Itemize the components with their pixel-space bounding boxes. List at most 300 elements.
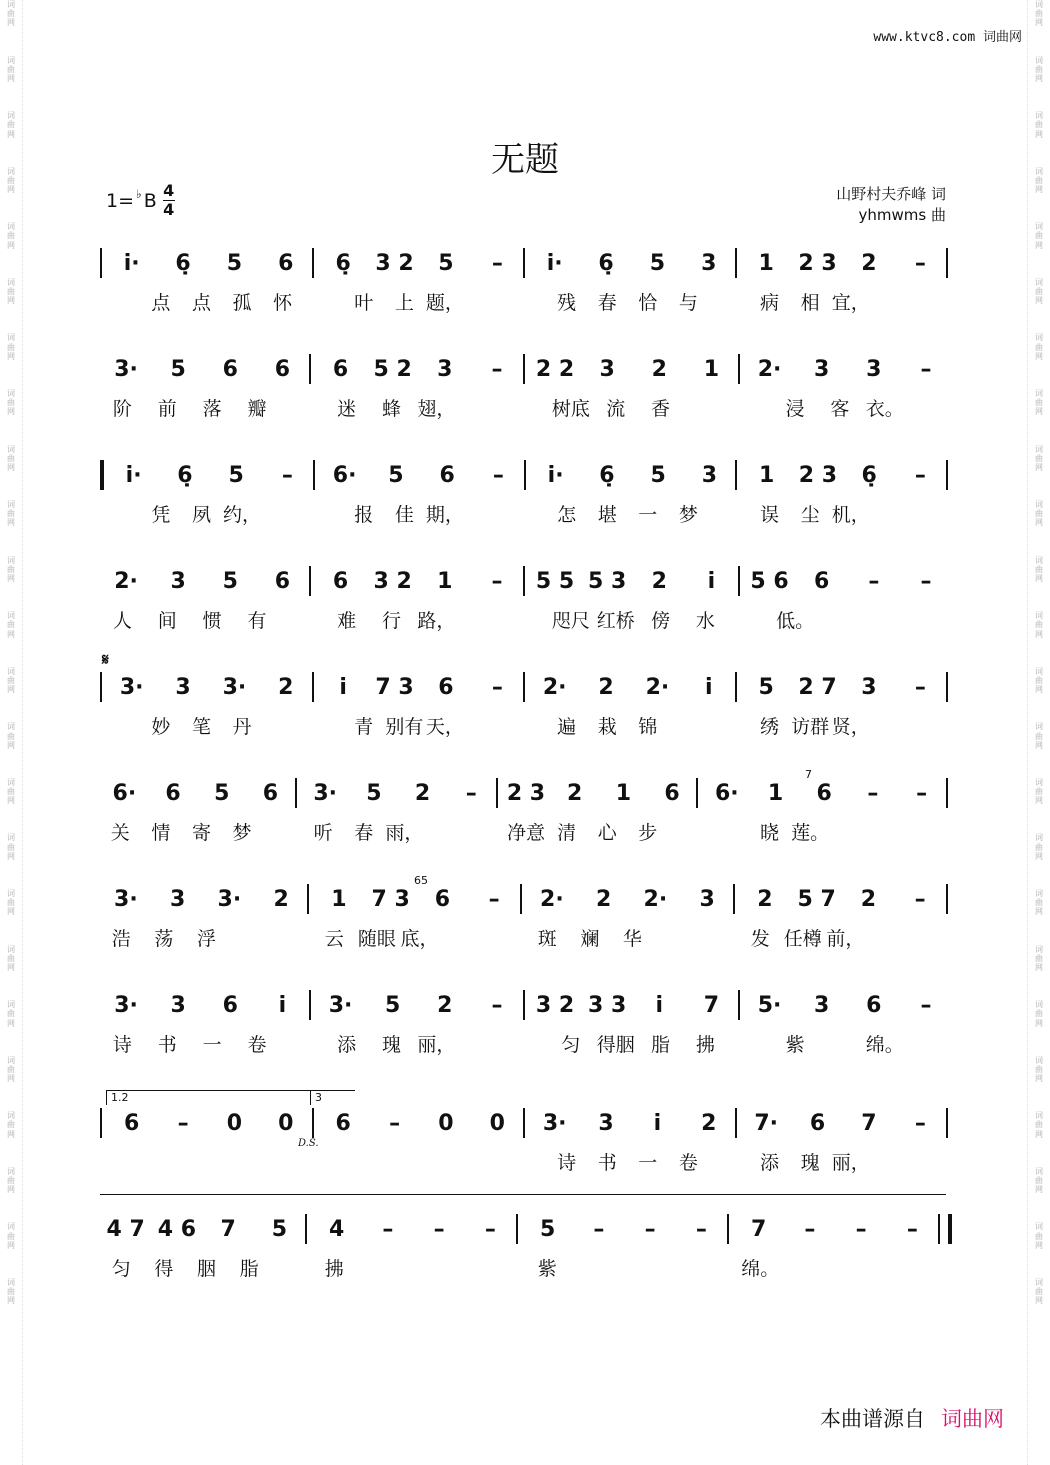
watermark-char: 词 [1035,277,1043,287]
note: 2 [595,886,612,912]
lyric: 添 [337,1034,357,1056]
lyric [871,288,912,315]
watermark-char: 曲 [7,953,15,963]
note: 6 [222,992,238,1018]
watermark-char: 网 [7,1240,15,1250]
left-watermark-strip [0,0,23,1465]
watermark-char: 曲 [7,1176,15,1185]
watermark-char: 词 [7,166,15,176]
watermark-char: 曲 [1035,620,1043,630]
note: i [278,992,287,1018]
note: – [488,886,500,912]
note: i [339,674,347,700]
note: 5 7 [797,886,836,912]
lyric: 惯 [202,610,222,632]
watermark-char: 曲 [1035,787,1043,797]
watermark-char: 网 [1035,1185,1043,1195]
lyric [441,1254,484,1281]
watermark-char: 网 [1035,296,1043,306]
watermark-char: 词 [7,1111,15,1121]
watermark-char: 网 [7,296,15,306]
lyric: 紫 [785,1034,805,1056]
note: 3 2 [535,992,575,1018]
notes-row [100,1212,952,1246]
lyric [912,288,953,315]
note: 3· [119,674,144,700]
barline [100,460,108,490]
lyric [907,606,952,633]
watermark-char: 曲 [1035,1064,1043,1074]
lyric [504,1030,549,1057]
note: 3 [699,886,715,912]
note: 6 [816,780,832,806]
lyric: 书 [597,1152,617,1174]
site-name: 词曲网 [982,30,1022,45]
watermark-char: 词 [7,889,15,898]
note: 7 3 [371,886,410,912]
lyric: 诗 [557,1152,577,1174]
lyric [654,924,697,951]
note: 6̣ [599,462,615,488]
lyric [862,606,907,633]
note: 6 [664,780,680,806]
score-system [100,882,952,952]
lyric: 误 [760,504,780,526]
barline [946,778,952,808]
lyric [907,1030,952,1057]
time-bottom: 4 [163,200,175,219]
lyric: 夙 [191,504,211,526]
note: i [653,1110,662,1136]
note: 3· [313,780,337,806]
note: 6 [165,780,181,806]
lyric [912,500,953,527]
lyric: 题， [425,292,464,314]
note: i [705,674,713,700]
note: – [867,780,879,806]
note: 6 [124,1110,140,1136]
note: 6· [112,780,137,806]
footer [820,1403,1004,1433]
note: 5 [170,356,186,382]
lyric: 心 [597,822,617,844]
barline [946,884,952,914]
lyric: 华 [622,928,642,950]
note: 6̣ [175,250,191,276]
lyric [782,1254,825,1281]
lyric [483,1254,526,1281]
watermark-char: 曲 [1035,675,1043,685]
note: – [914,886,926,912]
right-watermark-strip [1027,0,1050,1465]
watermark-char: 曲 [1035,120,1043,130]
watermark-char: 网 [7,73,15,83]
lyric: 病 [760,292,780,314]
note: 3 [169,886,186,912]
lyric: 贤， [831,716,870,738]
note: 7 [861,1110,877,1136]
lyric: 咫尺 [551,610,590,632]
note: 5 [214,780,230,806]
score-system [100,670,952,740]
lyric: 别有 [385,716,424,738]
note: 3 [437,356,453,382]
score-system [100,458,952,528]
watermark-char: 网 [1035,1296,1043,1306]
lyric: 尘 [800,504,820,526]
note: i [707,568,716,594]
lyric [728,394,773,421]
lyric [611,1254,654,1281]
lyrics-row [100,394,952,421]
watermark-char: 网 [1035,518,1043,528]
lyric: 凭 [151,504,171,526]
note: 5 [228,462,244,488]
watermark-char: 网 [7,351,15,361]
lyric [100,712,141,739]
note: – [644,1216,656,1242]
lyric: 傍 [651,610,671,632]
watermark-char: 网 [7,18,15,28]
lyric: 机， [831,504,870,526]
lyric [506,1148,547,1175]
note: 2 3 [798,250,837,276]
lyric: 流 [606,398,626,420]
note: 3· [114,356,138,382]
watermark-char: 词 [7,1222,15,1232]
notes-row [100,776,952,810]
watermark-char: 曲 [7,1009,15,1019]
watermark-char: 词 [1035,777,1043,787]
lyric: 阶 [112,398,132,420]
lyrics-row [100,818,952,845]
note: – [914,462,926,488]
lyric [909,1254,952,1281]
watermark-char: 曲 [7,1120,15,1130]
lyric: 低。 [776,610,815,632]
note: 2 [567,780,583,806]
watermark-char: 词 [7,388,15,398]
lyric: 听 [313,822,333,844]
note: – [914,250,926,276]
lyric [483,924,526,951]
note: – [695,1216,707,1242]
watermark-char: 词 [1035,444,1043,454]
watermark-char: 曲 [7,842,15,852]
watermark-char: 曲 [1035,842,1043,852]
score-system [100,246,952,316]
lyric: 卷 [678,1152,698,1174]
lyrics-row [100,712,952,739]
watermark-char: 网 [7,1074,15,1084]
lyric [279,1030,324,1057]
lyric: 遍 [557,716,577,738]
watermark-char: 网 [1035,1018,1043,1028]
lyric [441,924,484,951]
note: 3 [170,992,186,1018]
note: 5 5 [535,568,575,594]
note: 6̣ [177,462,193,488]
note: – [177,1110,189,1136]
lyric [465,712,506,739]
note: 6 [262,780,279,806]
lyric [262,818,303,845]
lyric [668,818,709,845]
watermark-char: 曲 [1035,898,1043,908]
note: 7· [754,1110,779,1136]
watermark-char: 词 [7,1000,15,1010]
lyric: 绵。 [741,1258,780,1280]
watermark-char: 曲 [1035,398,1043,408]
note: 6 [438,674,454,700]
note: 3 [599,356,615,382]
watermark-char: 网 [7,1185,15,1195]
note: 0 [438,1110,454,1136]
watermark-char: 词 [1035,555,1043,565]
note: 2· [540,886,564,912]
lyric [871,1148,912,1175]
lyric [912,1148,953,1175]
lyric [912,712,953,739]
note: 2 [757,886,773,912]
lyric [303,288,344,315]
note: 5 2 [373,356,412,382]
lyric [709,712,750,739]
lyric: 清 [557,822,577,844]
lyric [356,1254,399,1281]
note: – [593,1216,605,1242]
watermark-char: 词 [7,277,15,287]
watermark-char: 词 [1035,55,1043,65]
lyric: 水 [695,610,715,632]
note: 6 [274,568,291,594]
watermark-char: 网 [7,574,15,583]
lyric: 瓣 [247,398,267,420]
watermark-char: 曲 [1035,64,1043,74]
key-note: B [143,189,157,212]
note: – [389,1110,401,1136]
note: 1 [767,780,784,806]
lyric [912,818,953,845]
note: 5· [757,992,782,1018]
lyric: 落 [202,398,222,420]
lyric: 卷 [247,1034,267,1056]
watermark-char: 网 [7,1296,15,1306]
watermark-char: 曲 [7,9,15,19]
note: 6· [714,780,739,806]
lyric: 宜， [831,292,870,314]
note: 1 [615,780,632,806]
lyric: 有 [247,610,267,632]
watermark-char: 网 [7,407,15,417]
watermark-char: 网 [1035,740,1043,750]
note: 1 [758,462,775,488]
note: 6· [332,462,357,488]
note: i· [123,250,140,276]
watermark-char: 曲 [1035,231,1043,241]
watermark-char: 词 [7,444,15,454]
note: – [492,462,504,488]
watermark-char: 曲 [1035,342,1043,352]
lyric [425,818,466,845]
lyric [465,500,506,527]
watermark-char: 词 [1035,1222,1043,1232]
lyric [907,394,952,421]
lyric: 春 [354,822,374,844]
note: – [804,1216,816,1242]
note: i· [125,462,142,488]
note: i· [546,250,563,276]
lyric [696,1254,739,1281]
watermark-char: 网 [7,629,15,639]
note: 3· [217,886,242,912]
lyric: 迷 [337,398,357,420]
note: 7 3 [375,674,414,700]
lyric [459,606,504,633]
lyric: 笔 [191,716,211,738]
note: 2 [861,250,877,276]
note: – [914,1110,926,1136]
watermark-char: 词 [1035,944,1043,954]
note: 2 [598,674,614,700]
note: 0 [278,1110,294,1136]
lyric [459,394,504,421]
watermark-char: 网 [7,1018,15,1028]
lyric: 脂 [651,1034,671,1056]
lyric [100,1148,141,1175]
note: 2· [643,886,668,912]
note: 5 [222,568,238,594]
watermark-char: 词 [7,0,15,9]
score-system [100,1106,952,1176]
note: 5 [649,250,666,276]
note: 3· [328,992,353,1018]
watermark-char: 网 [7,518,15,528]
watermark-char: 词 [1035,1111,1043,1121]
lyrics-row [100,1030,952,1057]
lyric [696,924,739,951]
note: 5 [366,780,382,806]
lyricist: 山野村夫乔峰 词 [836,185,946,203]
lyric [465,288,506,315]
lyric: 青 [354,716,374,738]
notes-row [100,458,952,492]
watermark-char: 曲 [1035,287,1043,296]
lyric: 书 [157,1034,177,1056]
lyric: 一 [202,1034,222,1056]
lyrics-row [100,924,952,951]
watermark-char: 网 [1035,240,1043,250]
note: – [382,1216,394,1242]
note: 2 7 [798,674,837,700]
lyric: 丽， [831,1152,870,1174]
lyric: 春 [597,292,617,314]
note: 5 [650,462,666,488]
watermark-char: 曲 [7,453,15,463]
footer-text: 本曲谱源自 [820,1407,925,1431]
notes-row [100,882,952,916]
watermark-char: 曲 [7,287,15,296]
lyric: 与 [678,292,698,314]
watermark-char: 曲 [1035,953,1043,963]
watermark-char: 词 [1035,833,1043,843]
watermark-char: 网 [7,240,15,250]
lyric: 梦 [678,504,698,526]
lyric: 叶 [354,292,374,314]
note: 2· [645,674,670,700]
lyric [459,1030,504,1057]
lyric: 任樽 [783,928,822,950]
watermark-char: 词 [1035,166,1043,176]
watermark-char: 词 [1035,388,1043,398]
lyric: 添 [760,1152,780,1174]
note: 6 [439,462,455,488]
lyric: 妙 [151,716,171,738]
note: 6 [274,356,291,382]
watermark-char: 曲 [7,175,15,185]
lyric [465,818,506,845]
watermark-char: 网 [7,1129,15,1139]
watermark-char: 词 [7,1277,15,1287]
lyric [909,924,952,951]
lyric [279,606,324,633]
note: – [465,780,477,806]
lyric: 约， [223,504,262,526]
lyric: 梦 [232,822,252,844]
note: 3· [222,674,247,700]
lyric: 斓 [580,928,600,950]
note: – [868,568,880,594]
score-system [100,1212,952,1282]
lyric: 底， [400,928,439,950]
watermark-char: 曲 [7,564,15,574]
volta-first-ending: 1.2 [106,1090,311,1105]
note: 2· [542,674,567,700]
lyric: 步 [638,822,658,844]
watermark-char: 网 [1035,185,1043,195]
lyric: 堪 [597,504,617,526]
watermark-char: 曲 [7,64,15,74]
ds-mark: D.S. [298,1138,319,1149]
note: 3 [814,992,830,1018]
lyric: 得 [154,1258,174,1280]
lyric: 净意 [507,822,546,844]
lyric: 匀 [561,1034,581,1056]
watermark-char: 网 [1035,574,1043,583]
lyric: 怀 [273,292,293,314]
time-signature [163,182,175,219]
note: – [914,674,926,700]
note: 3· [542,1110,567,1136]
watermark-char: 曲 [7,1287,15,1297]
lyric [228,924,271,951]
note: 3 [170,568,186,594]
lyric: 栽 [597,716,617,738]
note: i [655,992,664,1018]
lyric: 脂 [239,1258,259,1280]
lyric: 翅， [417,398,456,420]
lyric: 相 [800,292,820,314]
lyric [398,1254,441,1281]
watermark-char: 曲 [7,398,15,408]
lyric [100,288,141,315]
watermark-char: 曲 [7,342,15,352]
watermark-char: 曲 [1035,1287,1043,1297]
lyric: 胭 [196,1258,216,1280]
lyric: 雨， [385,822,424,844]
note: 3 [866,356,882,382]
watermark-char: 网 [7,185,15,195]
